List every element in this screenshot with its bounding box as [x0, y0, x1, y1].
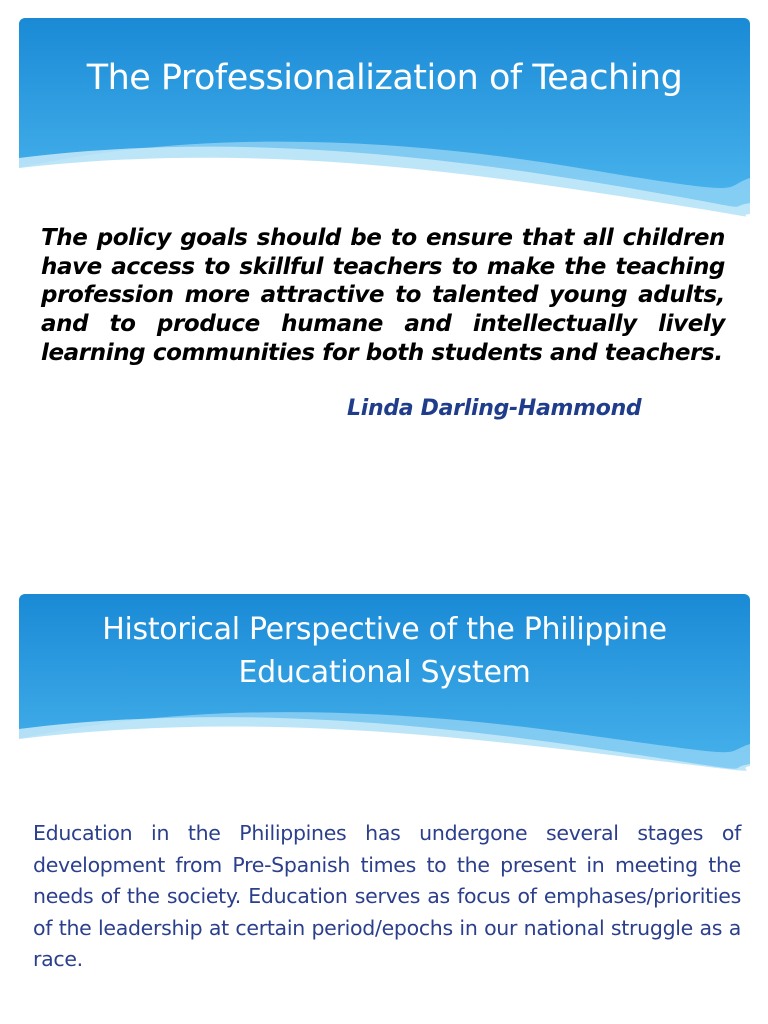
slide-header-banner — [19, 18, 750, 218]
slide-title-line-1: Historical Perspective of the Philippine — [102, 612, 667, 647]
slide-title-line-2: Educational System — [238, 655, 531, 690]
quote-text: The policy goals should be to ensure that all children have access to skillful teachers to make the teaching profession more attractive to talented young adults, and to produce humane and intellectually lively learning communities for both students and teachers. — [41, 225, 725, 366]
quote-author: Linda Darling-Hammond — [347, 396, 642, 421]
slide-professionalization — [19, 18, 750, 558]
slide-title — [19, 608, 750, 694]
wave-banner-graphic — [19, 18, 750, 218]
slide-header-banner — [19, 594, 750, 794]
slide-historical-perspective — [19, 594, 750, 1014]
slide-body-text: Education in the Philippines has undergone several stages of development from Pre-Spanish times to the present in meeting the needs of the society. Education serves as focus of emphases/priorities of the leadership at certain period/epochs in our national struggle as a race. — [33, 821, 741, 971]
slide-title: The Professionalization of Teaching — [86, 58, 683, 98]
